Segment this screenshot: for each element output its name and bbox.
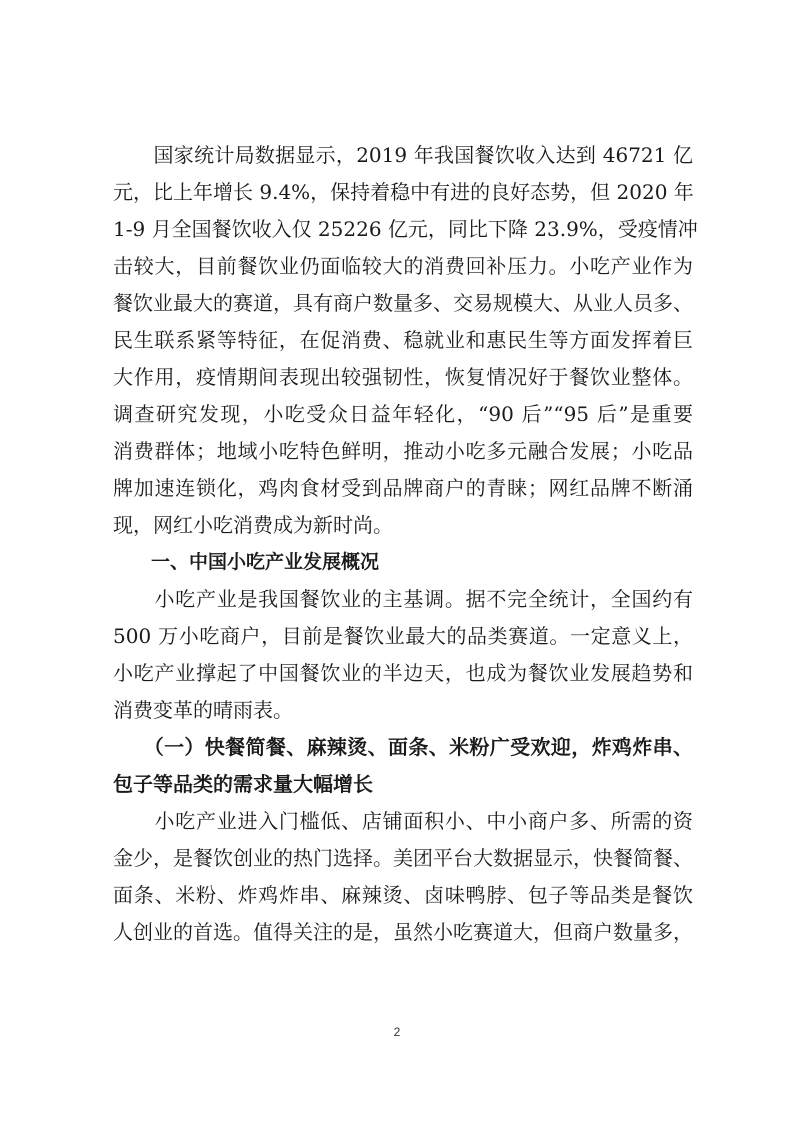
text-line: 小吃产业撑起了中国餐饮业的半边天，也成为餐饮业发展趋势和 [113,661,693,685]
text-line: 消费群体；地域小吃特色鲜明，推动小吃多元融合发展；小吃品 [113,439,693,463]
subsection-heading [113,729,693,803]
text-line: 小吃产业进入门槛低、店铺面积小、中小商户多、所需的资 [113,809,693,833]
text-line: 现，网红小吃消费成为新时尚。 [113,513,393,537]
text-line: 民生联系紧等特征，在促消费、稳就业和惠民生等方面发挥着巨 [113,328,693,352]
paragraph-overview [113,581,693,729]
text-line: 牌加速连锁化，鸡肉食材受到品牌商户的青睐；网红品牌不断涌 [113,476,693,500]
subheading-text: 包子等品类的需求量大幅增长 [113,772,373,796]
text-line: 1-9 月全国餐饮收入仅 25226 亿元，同比下降 23.9%，受疫情冲 [113,217,698,241]
page-number: 2 [393,1025,401,1039]
text-line: 小吃产业是我国餐饮业的主基调。据不完全统计，全国约有 [113,587,693,611]
text-line: 500 万小吃商户，目前是餐饮业最大的品类赛道。一定意义上， [113,624,693,648]
subheading-text: （一）快餐简餐、麻辣烫、面条、米粉广受欢迎，炸鸡炸串、 [113,735,693,759]
text-line: 餐饮业最大的赛道，具有商户数量多、交易规模大、从业人员多、 [113,291,693,315]
paragraph-intro [113,137,698,544]
body-text [113,137,698,951]
text-line: 元，比上年增长 9.4%，保持着稳中有进的良好态势，但 2020 年 [113,180,694,204]
text-line: 国家统计局数据显示，2019 年我国餐饮收入达到 46721 亿 [113,143,693,167]
text-line: 消费变革的晴雨表。 [113,698,293,722]
text-line: 金少，是餐饮创业的热门选择。美团平台大数据显示，快餐简餐、 [113,846,693,870]
heading-text: 一、中国小吃产业发展概况 [113,551,380,573]
section-heading [113,544,693,581]
paragraph-entry [113,803,693,951]
text-line: 击较大，目前餐饮业仍面临较大的消费回补压力。小吃产业作为 [113,254,693,278]
text-line: 人创业的首选。值得关注的是，虽然小吃赛道大，但商户数量多， [113,920,693,944]
text-line: 调查研究发现，小吃受众日益年轻化，“90 后”“95 后”是重要 [113,402,693,426]
text-line: 大作用，疫情期间表现出较强韧性，恢复情况好于餐饮业整体。 [113,365,693,389]
text-line: 面条、米粉、炸鸡炸串、麻辣烫、卤味鸭脖、包子等品类是餐饮 [113,883,693,907]
